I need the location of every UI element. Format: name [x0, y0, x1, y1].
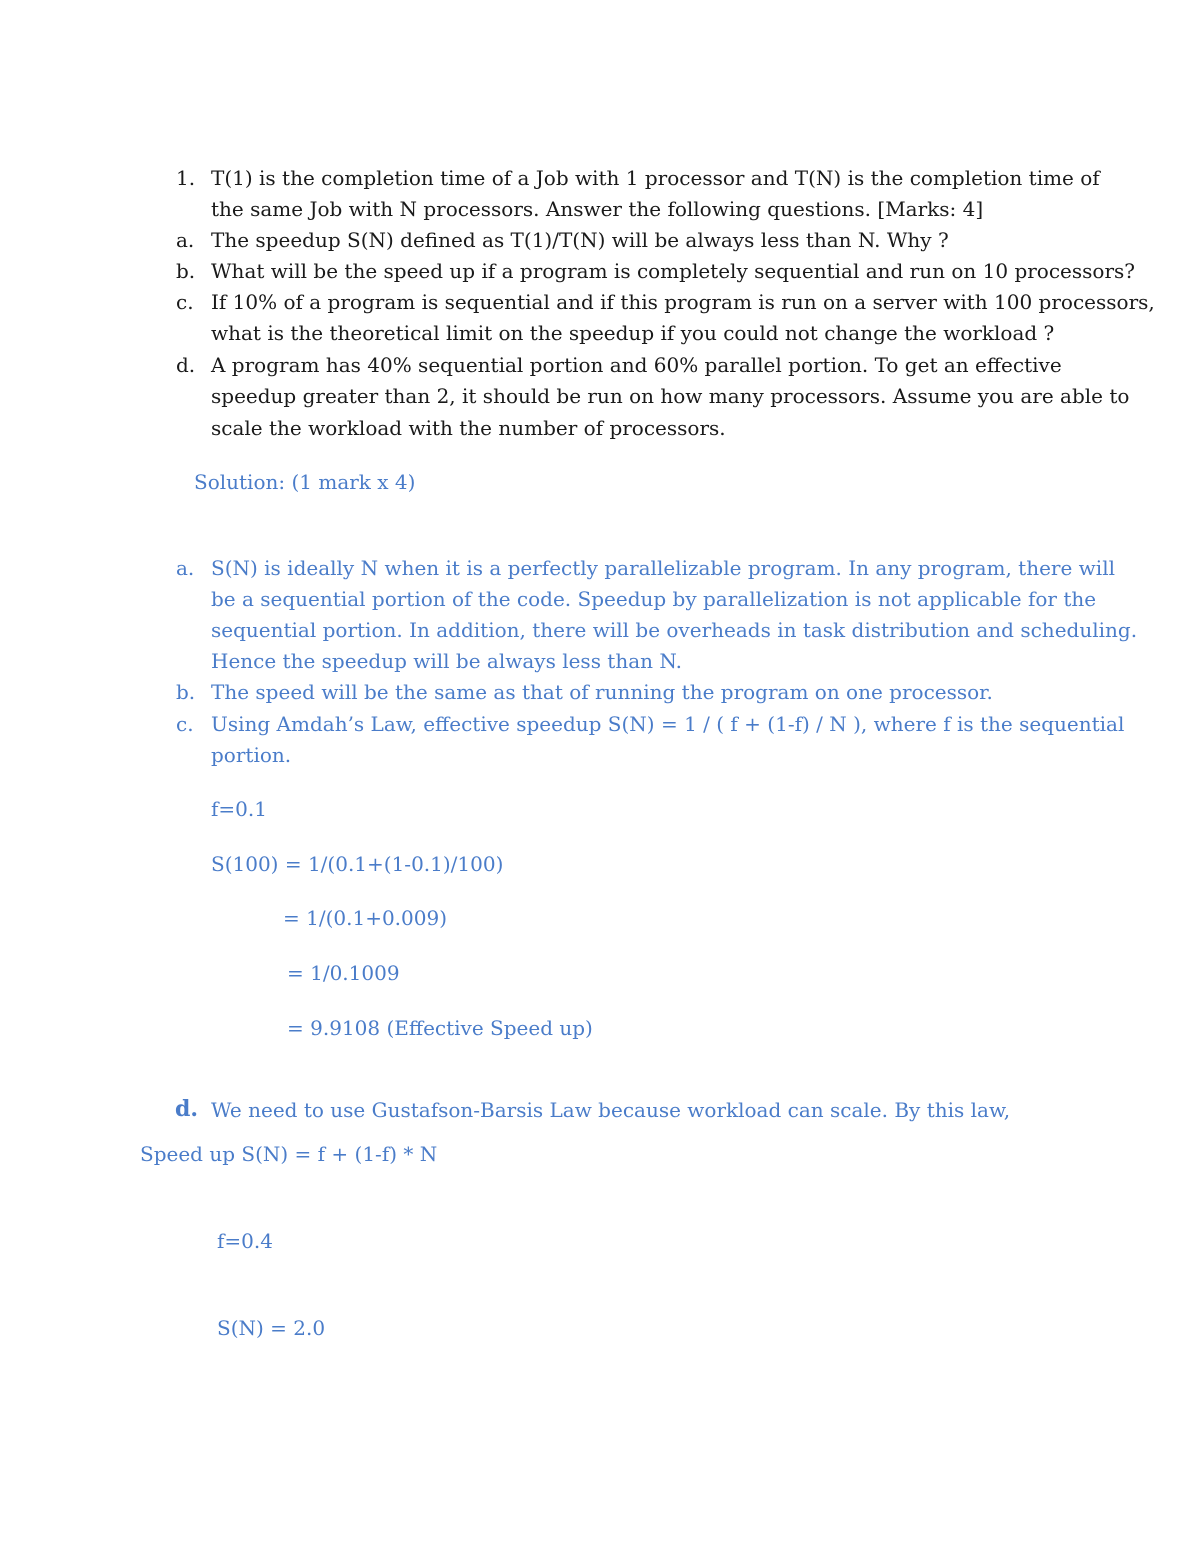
question-c-marker: c.: [176, 290, 194, 314]
solution-title: Solution: (1 mark x 4): [194, 470, 416, 494]
question-a-marker: a.: [176, 228, 195, 252]
solution-c-calc-step-1: S(100) = 1/(0.1+(1-0.1)/100): [211, 852, 504, 876]
solution-d-marker: d.: [175, 1096, 199, 1122]
solution-c-calc-step-4: = 9.9108 (Effective Speed up): [287, 1016, 593, 1040]
solution-d-line: We need to use Gustafson-Barsis Law because workload can scale. By this law,: [211, 1098, 1011, 1122]
question-d-text-line-2: speedup greater than 2, it should be run on how many processors. Assume you are able to: [211, 384, 1130, 408]
solution-a-line-4: Hence the speedup will be always less than N.: [211, 649, 682, 673]
solution-a-line-2: be a sequential portion of the code. Speedup by parallelization is not applicable for the: [211, 587, 1097, 611]
question-d-text-line-1: A program has 40% sequential portion and 60% parallel portion. To get an effective: [211, 353, 1062, 377]
solution-d-f-value: f=0.4: [217, 1229, 273, 1253]
solution-c-marker: c.: [176, 712, 194, 736]
question-text-line-1: T(1) is the completion time of a Job with 1 processor and T(N) is the completion time of: [211, 166, 1100, 190]
solution-d-s-value: S(N) = 2.0: [217, 1316, 326, 1340]
solution-c-line-1: Using Amdah’s Law, effective speedup S(N) = 1 / ( f + (1-f) / N ), where f is the sequential: [211, 712, 1125, 736]
question-c-text-line-1: If 10% of a program is sequential and if this program is run on a server with 100 processors,: [211, 290, 1155, 314]
question-text-line-2: the same Job with N processors. Answer the following questions. [Marks: 4]: [211, 197, 984, 221]
solution-a-line-3: sequential portion. In addition, there will be overheads in task distribution and scheduling.: [211, 618, 1138, 642]
question-b-marker: b.: [176, 259, 196, 283]
question-d-marker: d.: [176, 353, 196, 377]
question-number: 1.: [176, 166, 196, 190]
solution-b-line-1: The speed will be the same as that of running the program on one processor.: [211, 680, 993, 704]
question-c-text-line-2: what is the theoretical limit on the speedup if you could not change the workload ?: [211, 321, 1055, 345]
solution-a-line-1: S(N) is ideally N when it is a perfectly parallelizable program. In any program, there will: [211, 556, 1115, 580]
solution-c-f-value: f=0.1: [211, 797, 267, 821]
solution-d-formula: Speed up S(N) = f + (1-f) * N: [140, 1142, 438, 1166]
solution-c-line-2: portion.: [211, 743, 292, 767]
solution-c-calc-step-3: = 1/0.1009: [287, 961, 400, 985]
question-a-text: The speedup S(N) defined as T(1)/T(N) will be always less than N. Why ?: [211, 228, 949, 252]
solution-a-marker: a.: [176, 556, 195, 580]
solution-c-calc-step-2: = 1/(0.1+0.009): [283, 906, 448, 930]
question-d-text-line-3: scale the workload with the number of processors.: [211, 416, 726, 440]
question-b-text: What will be the speed up if a program is completely sequential and run on 10 processors?: [211, 259, 1136, 283]
solution-b-marker: b.: [176, 680, 196, 704]
